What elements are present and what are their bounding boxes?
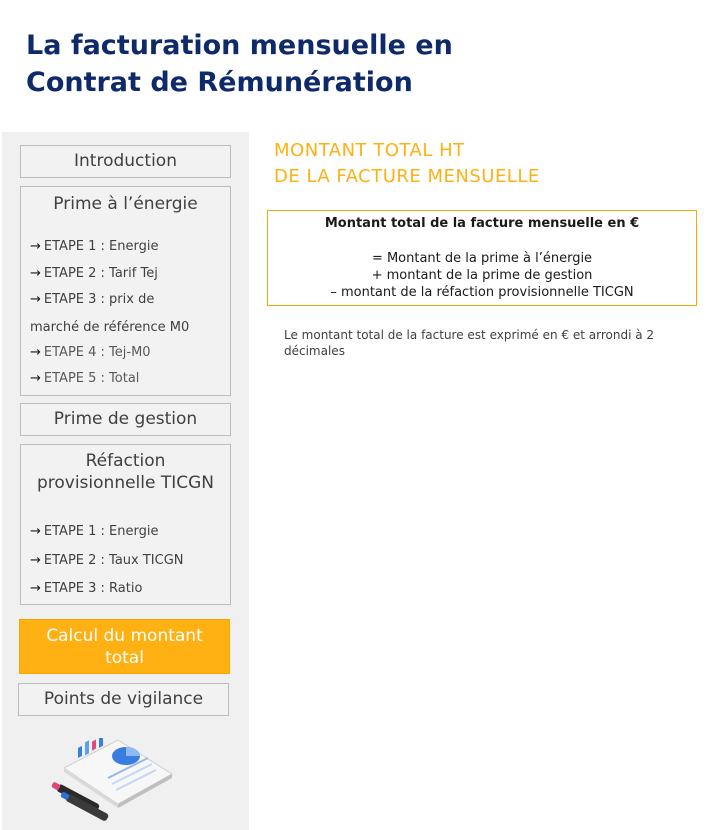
- nav-step-ticgn-taux[interactable]: [30, 553, 184, 568]
- nav-step-label: ETAPE 5 : Total: [43, 371, 140, 386]
- nav-introduction-label: Introduction: [74, 151, 177, 171]
- nav-calcul-label-line-2: total: [105, 648, 144, 668]
- nav-refaction-title-line-2: provisionnelle TICGN: [36, 473, 215, 493]
- nav-refaction: [20, 444, 231, 605]
- rounding-note: Le montant total de la facture est exprimé en € et arrondi à 2 décimales: [284, 328, 655, 358]
- nav-prime-energie: [20, 186, 231, 396]
- report-illustration-icon: [48, 738, 178, 824]
- nav-step-ticgn-energie[interactable]: [30, 524, 158, 539]
- nav-calcul-label-line-1: Calcul du montant: [46, 626, 203, 646]
- arrow-right-icon: →: [30, 345, 41, 360]
- nav-step-energie[interactable]: [30, 239, 158, 254]
- nav-step-ticgn-ratio[interactable]: [30, 581, 142, 596]
- arrow-right-icon: →: [30, 239, 41, 254]
- nav-step-total[interactable]: [30, 371, 139, 386]
- nav-step-label: ETAPE 1 : Energie: [43, 524, 159, 539]
- arrow-right-icon: →: [30, 371, 41, 386]
- arrow-right-icon: →: [30, 266, 41, 281]
- arrow-right-icon: →: [30, 524, 41, 539]
- nav-step-label: ETAPE 3 : Ratio: [43, 581, 143, 596]
- page-title: [26, 27, 646, 101]
- nav-step-label: ETAPE 4 : Tej-M0: [43, 345, 151, 360]
- nav-refaction-title[interactable]: [21, 450, 230, 494]
- formula-line-1: = Montant de la prime à l’énergie: [371, 251, 593, 266]
- nav-step-label: ETAPE 3 : prix de: [43, 292, 155, 307]
- nav-prime-energie-title[interactable]: Prime à l’énergie: [53, 194, 198, 214]
- section-heading: [274, 138, 694, 190]
- nav-introduction[interactable]: [20, 145, 231, 178]
- nav-step-tarif-tej[interactable]: [30, 266, 158, 281]
- nav-step-label: ETAPE 1 : Energie: [43, 239, 159, 254]
- nav-step-label: ETAPE 2 : Tarif Tej: [43, 266, 158, 281]
- nav-calcul-montant-total[interactable]: [19, 619, 230, 674]
- section-heading-line-2: DE LA FACTURE MENSUELLE: [274, 166, 540, 187]
- arrow-right-icon: →: [30, 581, 41, 596]
- page-title-line-1: La facturation mensuelle en: [26, 30, 453, 61]
- nav-step-prix-marche[interactable]: [30, 292, 154, 307]
- nav-step-prix-marche-cont[interactable]: [30, 320, 189, 335]
- page-title-line-2: Contrat de Rémunération: [26, 67, 413, 98]
- formula-header: Montant total de la facture mensuelle en €: [324, 216, 640, 231]
- arrow-right-icon: →: [30, 553, 41, 568]
- nav-points-vigilance-label: Points de vigilance: [43, 689, 204, 709]
- nav-points-vigilance[interactable]: [18, 683, 229, 716]
- arrow-right-icon: →: [30, 292, 41, 307]
- formula-line-2: + montant de la prime de gestion: [371, 268, 593, 283]
- formula-line-3: – montant de la réfaction provisionnelle TICGN: [330, 285, 634, 300]
- nav-refaction-title-line-1: Réfaction: [85, 451, 166, 471]
- section-heading-line-1: MONTANT TOTAL HT: [274, 140, 465, 161]
- nav-prime-gestion[interactable]: [20, 403, 231, 436]
- formula-box: [267, 210, 697, 306]
- nav-prime-gestion-label: Prime de gestion: [53, 409, 198, 429]
- nav-step-label: marché de référence M0: [30, 320, 190, 335]
- nav-step-label: ETAPE 2 : Taux TICGN: [43, 553, 184, 568]
- nav-step-tej-m0[interactable]: [30, 345, 151, 360]
